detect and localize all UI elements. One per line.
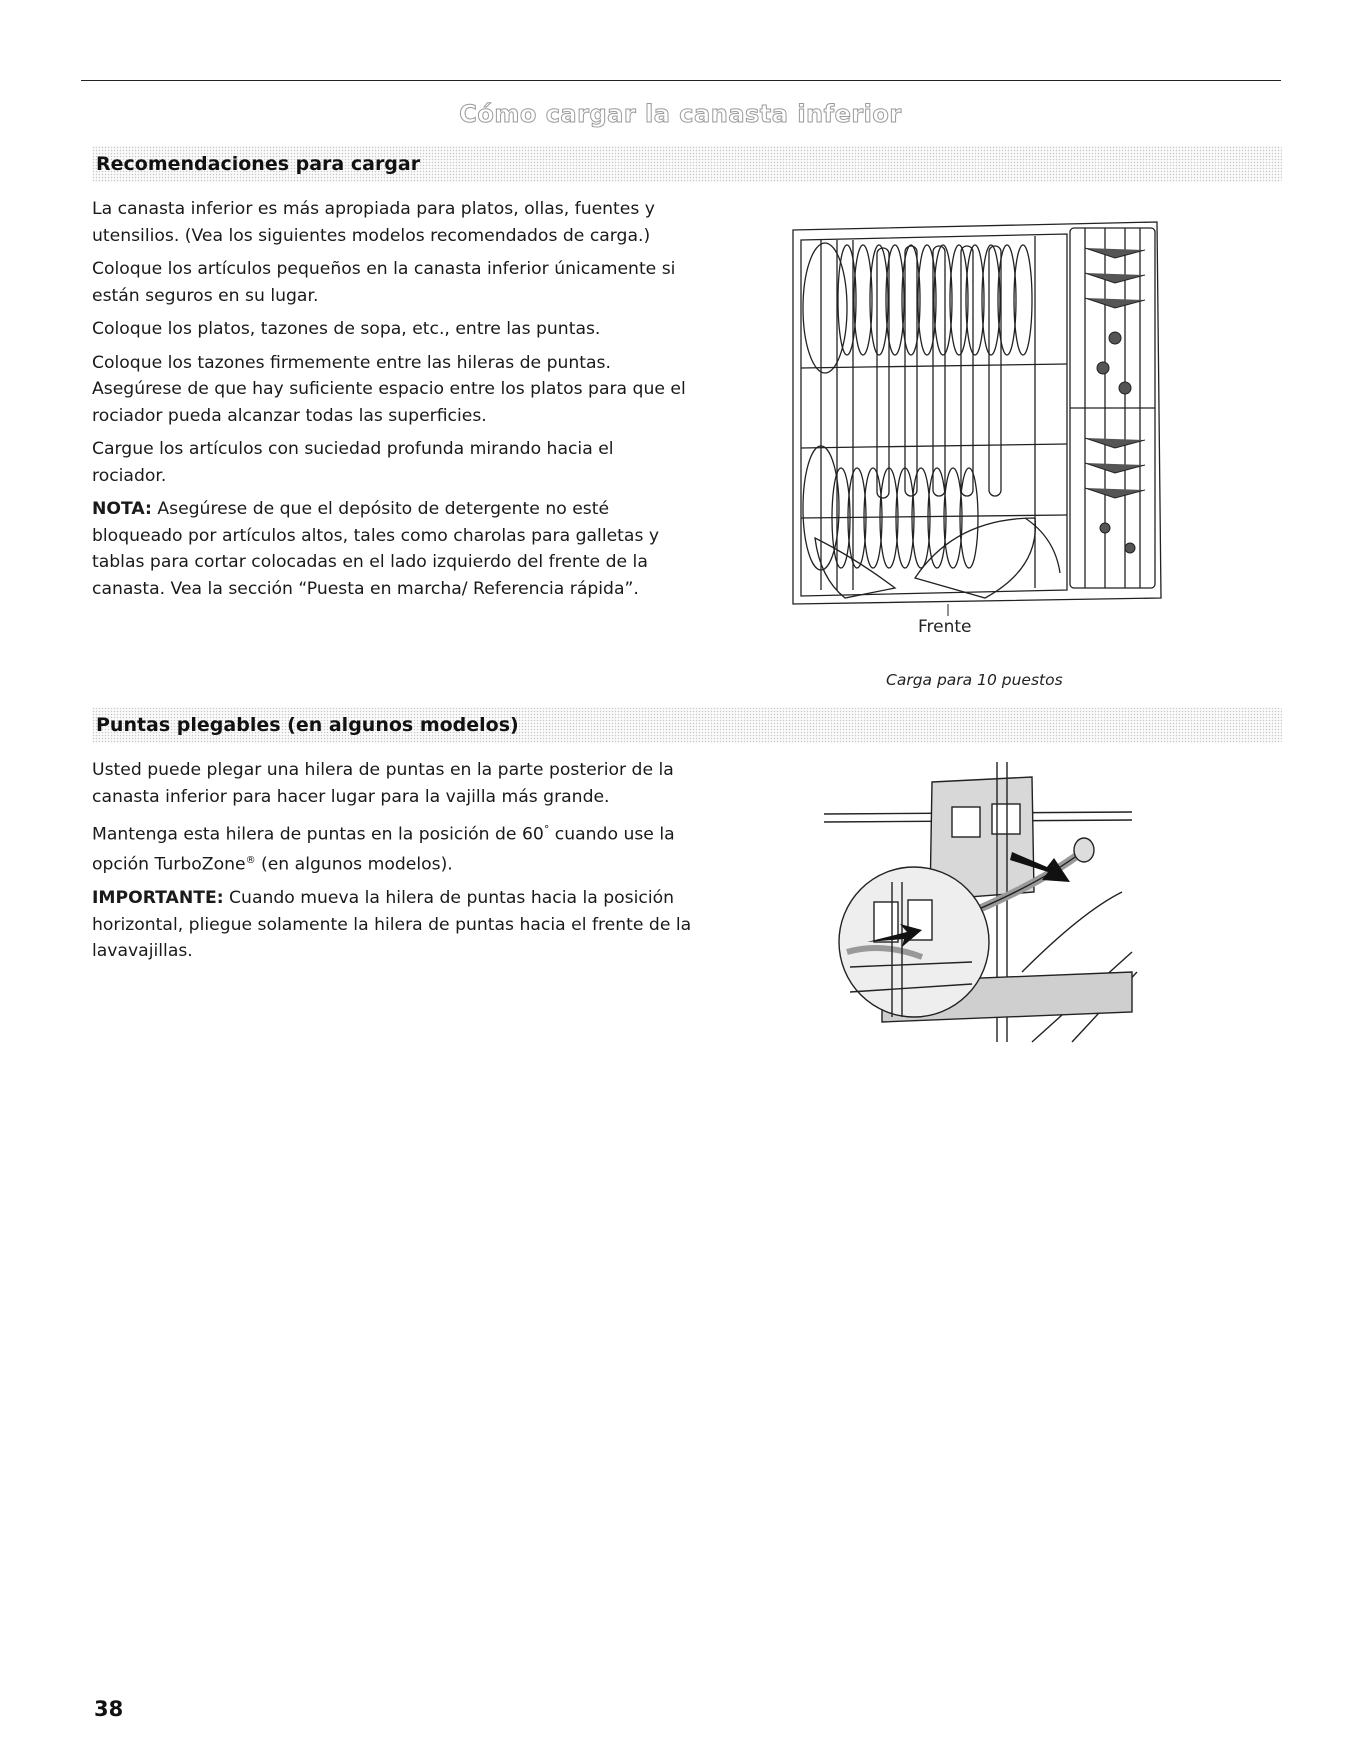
folding-tines-illustration	[822, 752, 1142, 1044]
figure-label-front: Frente	[918, 617, 972, 637]
important-label: IMPORTANTE:	[92, 888, 224, 909]
loading-tips-text	[92, 196, 692, 609]
degree-sign: °	[543, 823, 550, 836]
page-title: Cómo cargar la canasta inferior	[459, 100, 902, 128]
turbozone-paragraph	[92, 817, 692, 878]
important-paragraph	[92, 885, 692, 965]
registered-mark: ®	[245, 855, 256, 867]
paragraph: Coloque los artículos pequeños en la canasta inferior únicamente si están seguros en su lugar.	[92, 259, 676, 306]
text-run: Mantenga esta hilera de puntas en la posición de 60	[92, 824, 544, 845]
note-label: NOTA:	[92, 499, 152, 519]
note-text: Asegúrese de que el depósito de detergente no esté bloqueado por artículos altos, tales como charolas para galletas y tablas para cortar colocadas en el lado izquierdo del frente de la canasta. Vea la sección “Puesta en marcha/ Referencia rápida”.	[92, 499, 660, 599]
paragraph: Coloque los tazones firmemente entre las hileras de puntas. Asegúrese de que hay suficiente espacio entre los platos para que el rociador pueda alcanzar todas las superficies.	[92, 352, 686, 426]
top-rule	[81, 80, 1281, 81]
important-text: Cuando mueva la hilera de puntas hacia la posición horizontal, pliegue solamente la hilera de puntas hacia el frente de la lavavajillas.	[92, 888, 692, 962]
text-run: (en algunos modelos).	[255, 854, 453, 875]
page-number: 38	[94, 1697, 124, 1721]
section-heading-folding-tines: Puntas plegables (en algunos modelos)	[96, 714, 519, 736]
section-heading-loading-tips: Recomendaciones para cargar	[96, 153, 421, 175]
folding-tines-text	[92, 757, 692, 972]
note-paragraph	[92, 496, 692, 602]
lower-rack-loading-illustration	[785, 218, 1165, 618]
paragraph: La canasta inferior es más apropiada para platos, ollas, fuentes y utensilios. (Vea los siguientes modelos recomendados de carga.)	[92, 199, 655, 246]
paragraph: Usted puede plegar una hilera de puntas en la parte posterior de la canasta inferior para hacer lugar para la vajilla más grande.	[92, 760, 674, 807]
text-run: cuando use la opción TurboZone	[92, 824, 675, 875]
paragraph: Cargue los artículos con suciedad profunda mirando hacia el rociador.	[92, 439, 614, 486]
figure-caption: Carga para 10 puestos	[886, 671, 1063, 689]
paragraph: Coloque los platos, tazones de sopa, etc., entre las puntas.	[92, 319, 601, 339]
